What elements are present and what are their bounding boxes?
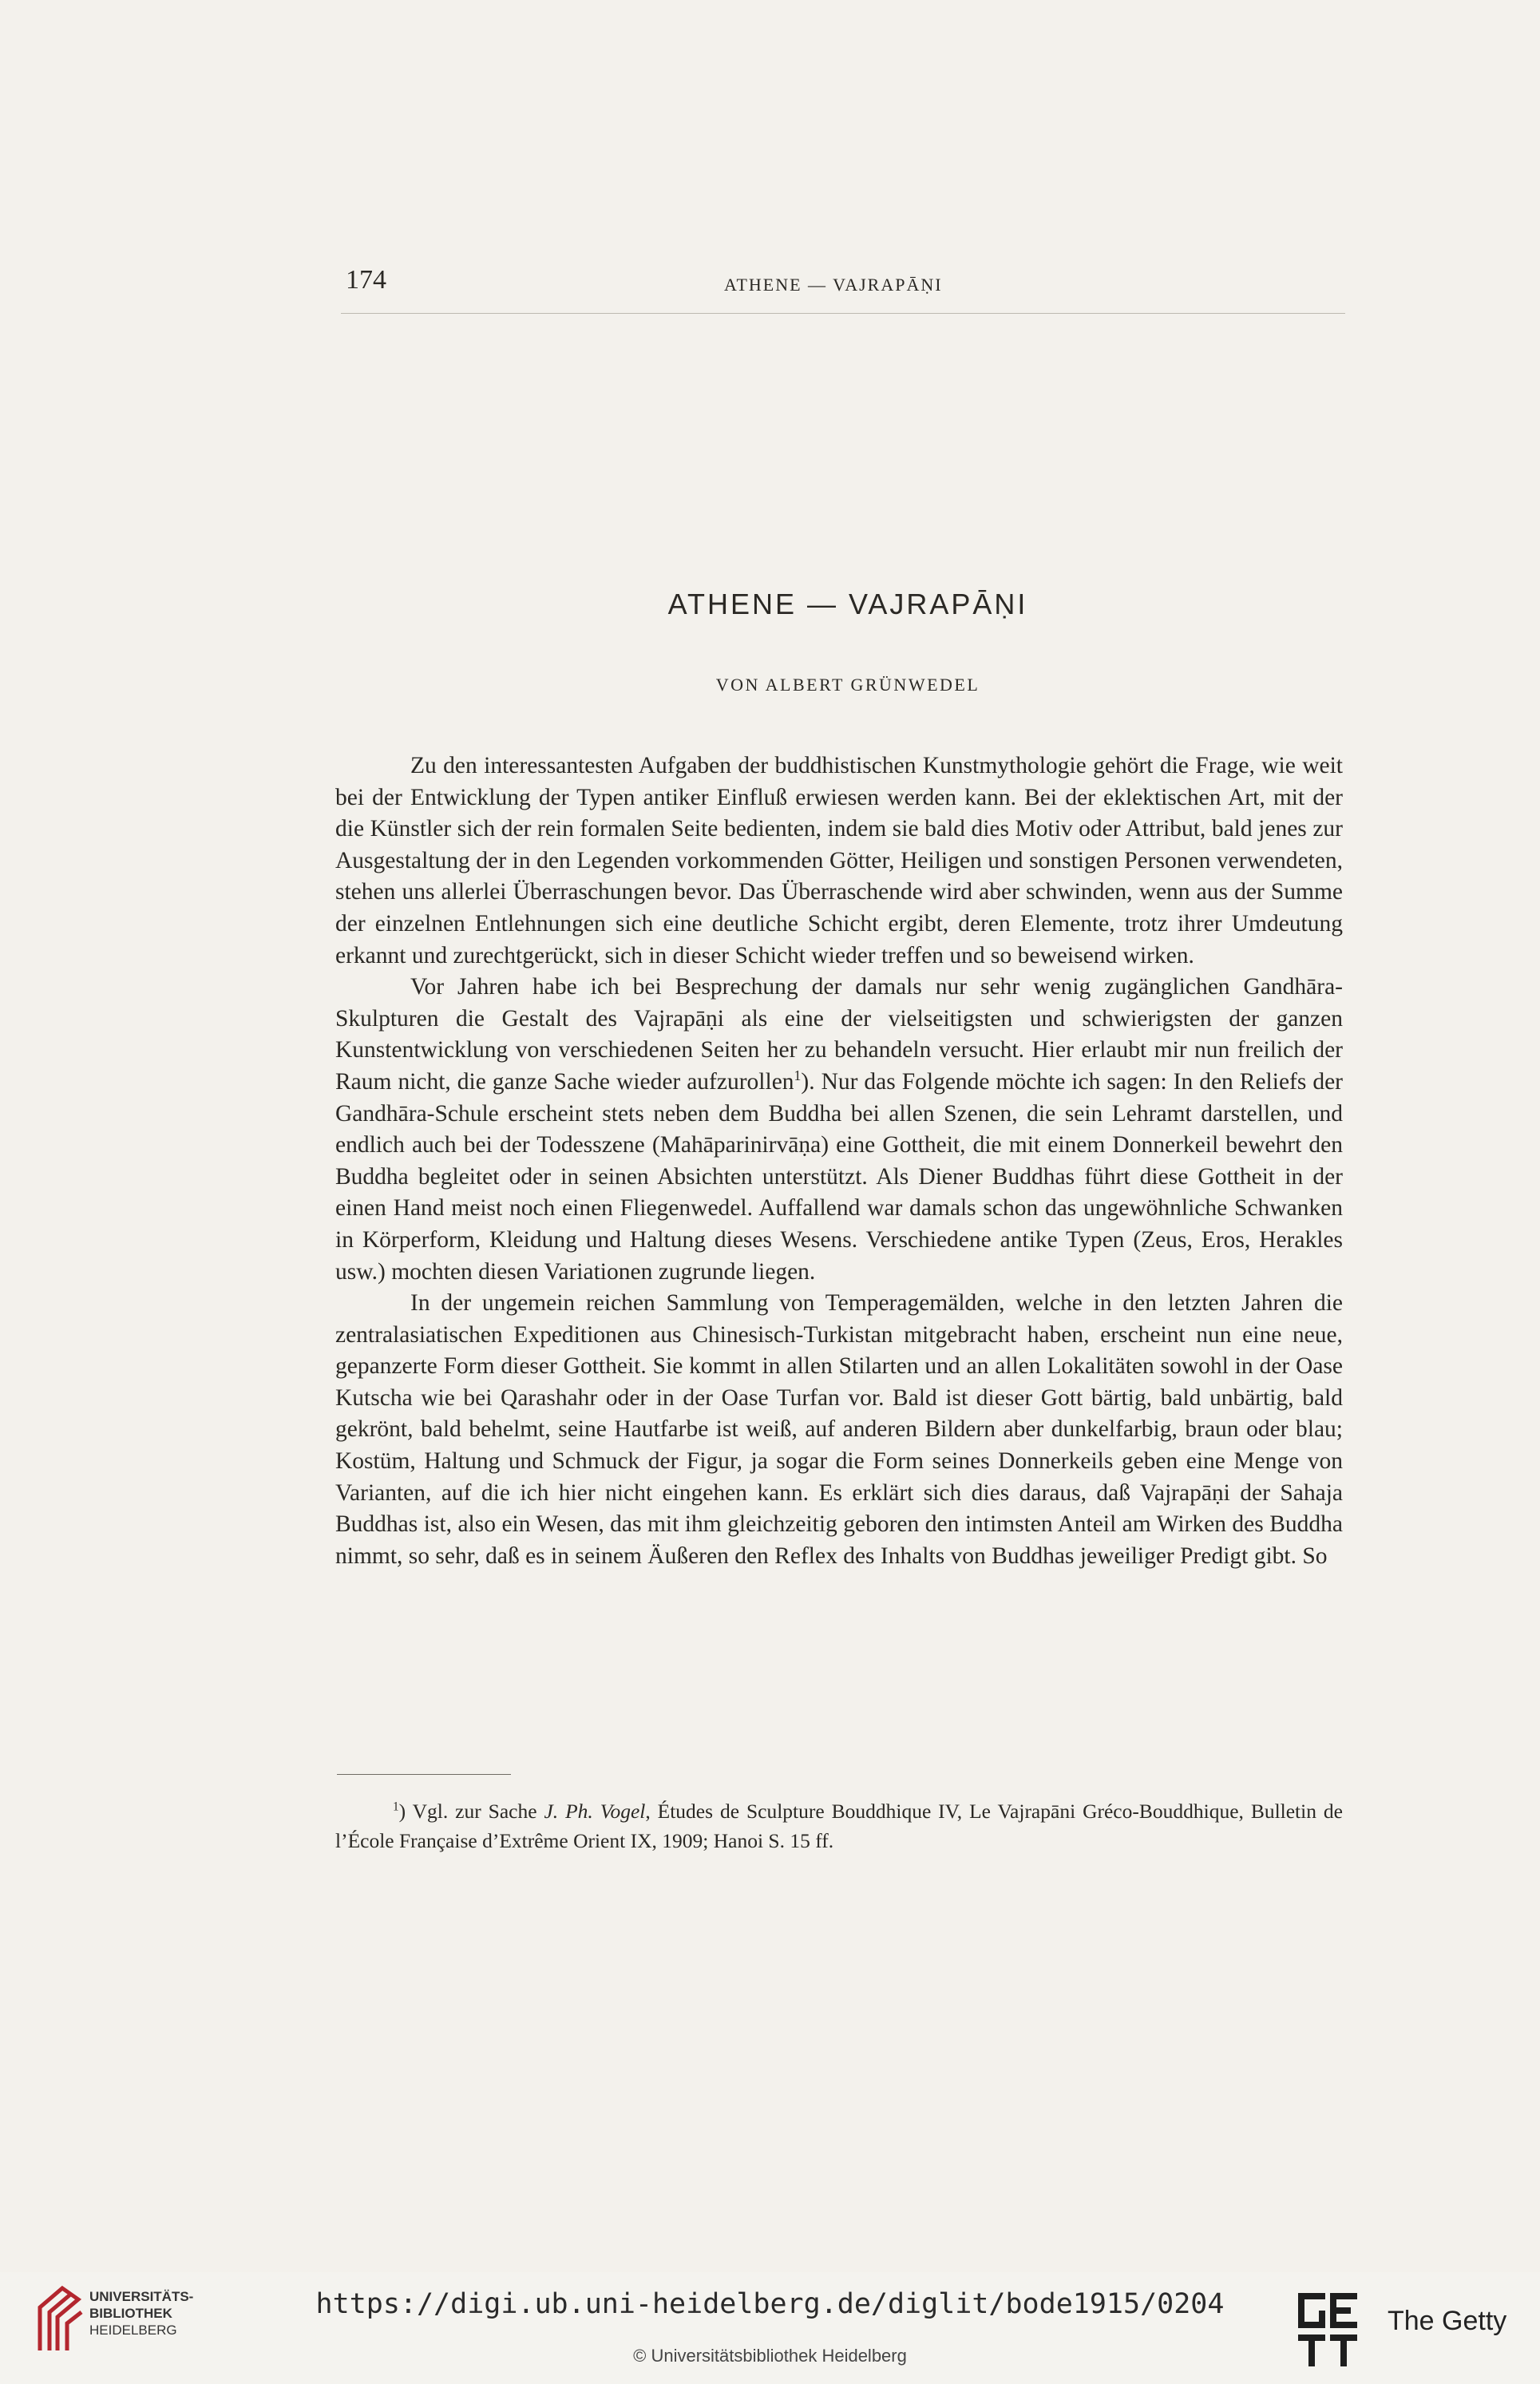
- footnote: [335, 1796, 1343, 1855]
- running-head: [341, 265, 1345, 314]
- getty-logo-icon[interactable]: [1295, 2290, 1360, 2370]
- paragraph-2-text: Vor Jahren habe ich bei Besprechung der damals nur sehr wenig zugänglichen Gandhāra-Skulpturen die Gestalt des Vajrapāṇi als eine der vielseitigsten und schwierigsten der ganzen Kunstentwicklung von verschiedenen Seiten her zu behandeln versucht. Hier erlaubt mir nun freilich der Raum nicht, die ganze Sache wieder aufzurollen: [335, 974, 1343, 1095]
- article-title: ATHENE — VAJRAPĀṆI: [667, 588, 1028, 620]
- getty-name: The Getty: [1388, 2306, 1507, 2336]
- copyright-notice: © Universitätsbibliothek Heidelberg: [633, 2346, 907, 2366]
- permalink-url[interactable]: https://digi.ub.uni-heidelberg.de/diglit/bode1915/0204: [315, 2288, 1225, 2320]
- footnote-marker-suffix: ): [398, 1800, 406, 1823]
- footnote-marker: 1: [393, 1800, 399, 1814]
- page-number: 174: [346, 265, 386, 295]
- library-name-line-1: UNIVERSITÄTS-: [89, 2289, 194, 2304]
- paragraph-2-continuation: ). Nur das Folgende möchte ich sagen: In den Reliefs der Gandhāra-Schule erscheint stets neben dem Buddha bei allen Szenen, die sein Lehramt darstellen, und endlich auch bei der Todesszene (Mahāparinirvāṇa) eine Gottheit, die mit einem Donnerkeil bewehrt den Buddha begleitet oder in seinen Absichten unterstützt. Als Diener Buddhas führt diese Gottheit in der einen Hand meist noch einen Fliegenwedel. Auffallend war damals schon das ungewöhnliche Schwanken in Körperform, Kleidung und Haltung dieses Wesens. Verschiedene antike Typen (Zeus, Eros, Herakles usw.) mochten diesen Variationen zugrunde liegen.: [335, 1068, 1343, 1285]
- paragraph-2: [335, 972, 1343, 1288]
- footnote-rule: [337, 1774, 511, 1775]
- footnote-reference[interactable]: 1: [794, 1067, 802, 1084]
- running-title: ATHENE — VAJRAPĀṆI: [724, 275, 943, 295]
- footnote-lead: Vgl. zur Sache: [406, 1800, 544, 1823]
- footnote-citation: , Études de Sculpture Bouddhique IV, Le Vajrapāni Gréco-Bouddhique, Bulletin de l’École Française d’Extrême Orient IX, 1909; Hanoi S. 15 ff.: [335, 1800, 1343, 1852]
- library-name-line-2: BIBLIOTHEK: [89, 2306, 172, 2321]
- library-name-line-3: HEIDELBERG: [89, 2323, 177, 2338]
- article-byline: VON ALBERT GRÜNWEDEL: [715, 675, 980, 695]
- paragraph-3: In der ungemein reichen Sammlung von Temperagemälden, welche in den letzten Jahren die zentralasiatischen Expeditionen aus Chinesisch-Turkistan mitgebracht haben, erscheint nun eine neue, gepanzerte Form dieser Gottheit. Sie kommt in allen Stilarten und an allen Lokalitäten sowohl in der Oase Kutscha wie bei Qarashahr oder in der Oase Turfan vor. Bald ist dieser Gott bärtig, bald unbärtig, bald gekrönt, bald behelmt, seine Hautfarbe ist weiß, auf anderen Bildern aber dunkelfarbig, braun oder blau; Kostüm, Haltung und Schmuck der Figur, ja sogar die Form seines Donnerkeils geben eine Menge von Varianten, auf die ich hier nicht eingehen kann. Es erklärt sich dies daraus, daß Vajrapāṇi der Sahaja Buddhas ist, also ein Wesen, das mit ihm gleichzeitig geboren den intimsten Anteil am Wirken des Buddha nimmt, so sehr, daß es in seinem Äußeren den Reflex des Inhalts von Buddhas jeweiliger Predigt gibt. So: [335, 1290, 1343, 1569]
- paragraph-1: Zu den interessantesten Aufgaben der buddhistischen Kunstmythologie gehört die Frage, wie weit bei der Entwicklung der Typen antiker Einfluß erwiesen werden kann. Bei der eklektischen Art, mit der die Künstler sich der rein formalen Seite bedienten, indem sie bald dies Motiv oder Attribut, bald jenes zur Ausgestaltung der in den Legenden vorkommenden Götter, Heiligen und sonstigen Personen verwendeten, stehen uns allerlei Überraschungen bevor. Das Überraschende wird aber schwinden, wenn aus der Summe der einzelnen Entlehnungen sich eine deutliche Schicht ergibt, deren Elemente, trotz ihrer Umdeutung erkannt und zurechtgerückt, sich in dieser Schicht wieder treffen und so beweisend wirken.: [335, 753, 1343, 968]
- footnote-author: J. Ph. Vogel: [544, 1800, 646, 1823]
- viewer-footer: [0, 2272, 1540, 2384]
- article-body: [335, 750, 1343, 1572]
